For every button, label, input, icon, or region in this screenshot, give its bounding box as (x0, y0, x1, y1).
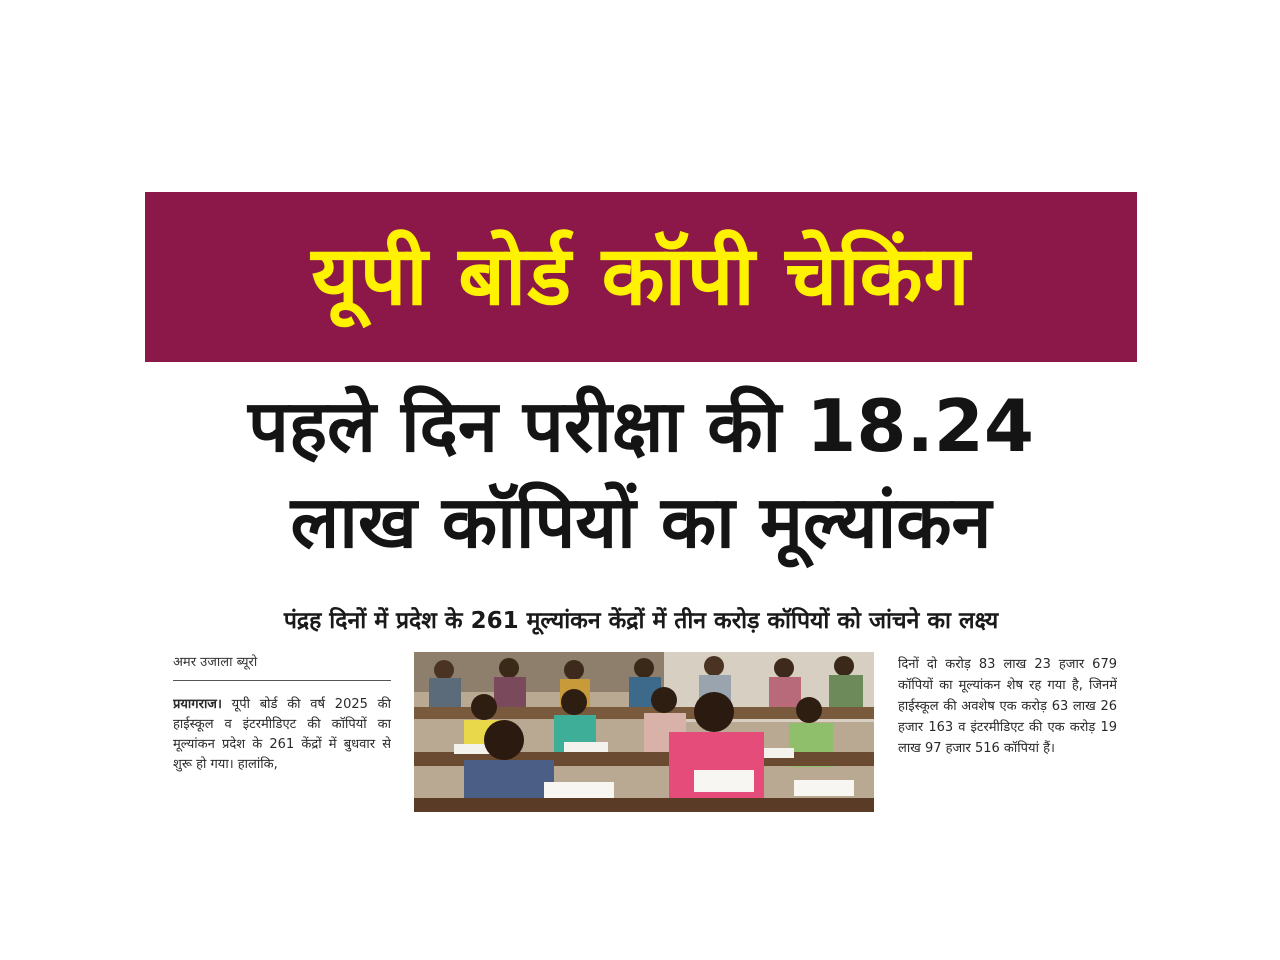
article-right-column: दिनों दो करोड़ 83 लाख 23 हजार 679 कॉपियों का मूल्यांकन शेष रह गया है, जिनमें हाईस्कूल की अवशेष एक करोड़ 63 लाख 26 हजार 163 व इंटरमीडिएट की एक करोड़ 19 लाख 97 हजार 516 कॉपियां हैं। (898, 657, 1117, 756)
left-column-text: यूपी बोर्ड की वर्ष 2025 की हाईस्कूल व इंटरमीडिएट की कॉपियों का मूल्यांकन प्रदेश के 261 केंद्रों में बुधवार से शुरू हो गया। हालांकि, (173, 697, 391, 772)
headline-line-1: पहले दिन परीक्षा की 18.24 (248, 384, 1034, 468)
article-body-left (173, 695, 391, 775)
dateline: प्रयागराज। (173, 697, 222, 712)
title-banner (145, 192, 1137, 362)
headline (145, 378, 1137, 570)
banner-title: यूपी बोर्ड कॉपी चेकिंग (311, 229, 971, 324)
photo-illustration (414, 652, 874, 812)
article-left-column (173, 652, 391, 812)
byline: अमर उजाला ब्यूरो (173, 652, 391, 681)
exam-evaluation-photo (414, 652, 874, 812)
subheadline: पंद्रह दिनों में प्रदेश के 261 मूल्यांकन केंद्रों में तीन करोड़ कॉपियों को जांचने का लक्ष्य (283, 608, 999, 634)
headline-line-2: लाख कॉपियों का मूल्यांकन (290, 480, 992, 564)
